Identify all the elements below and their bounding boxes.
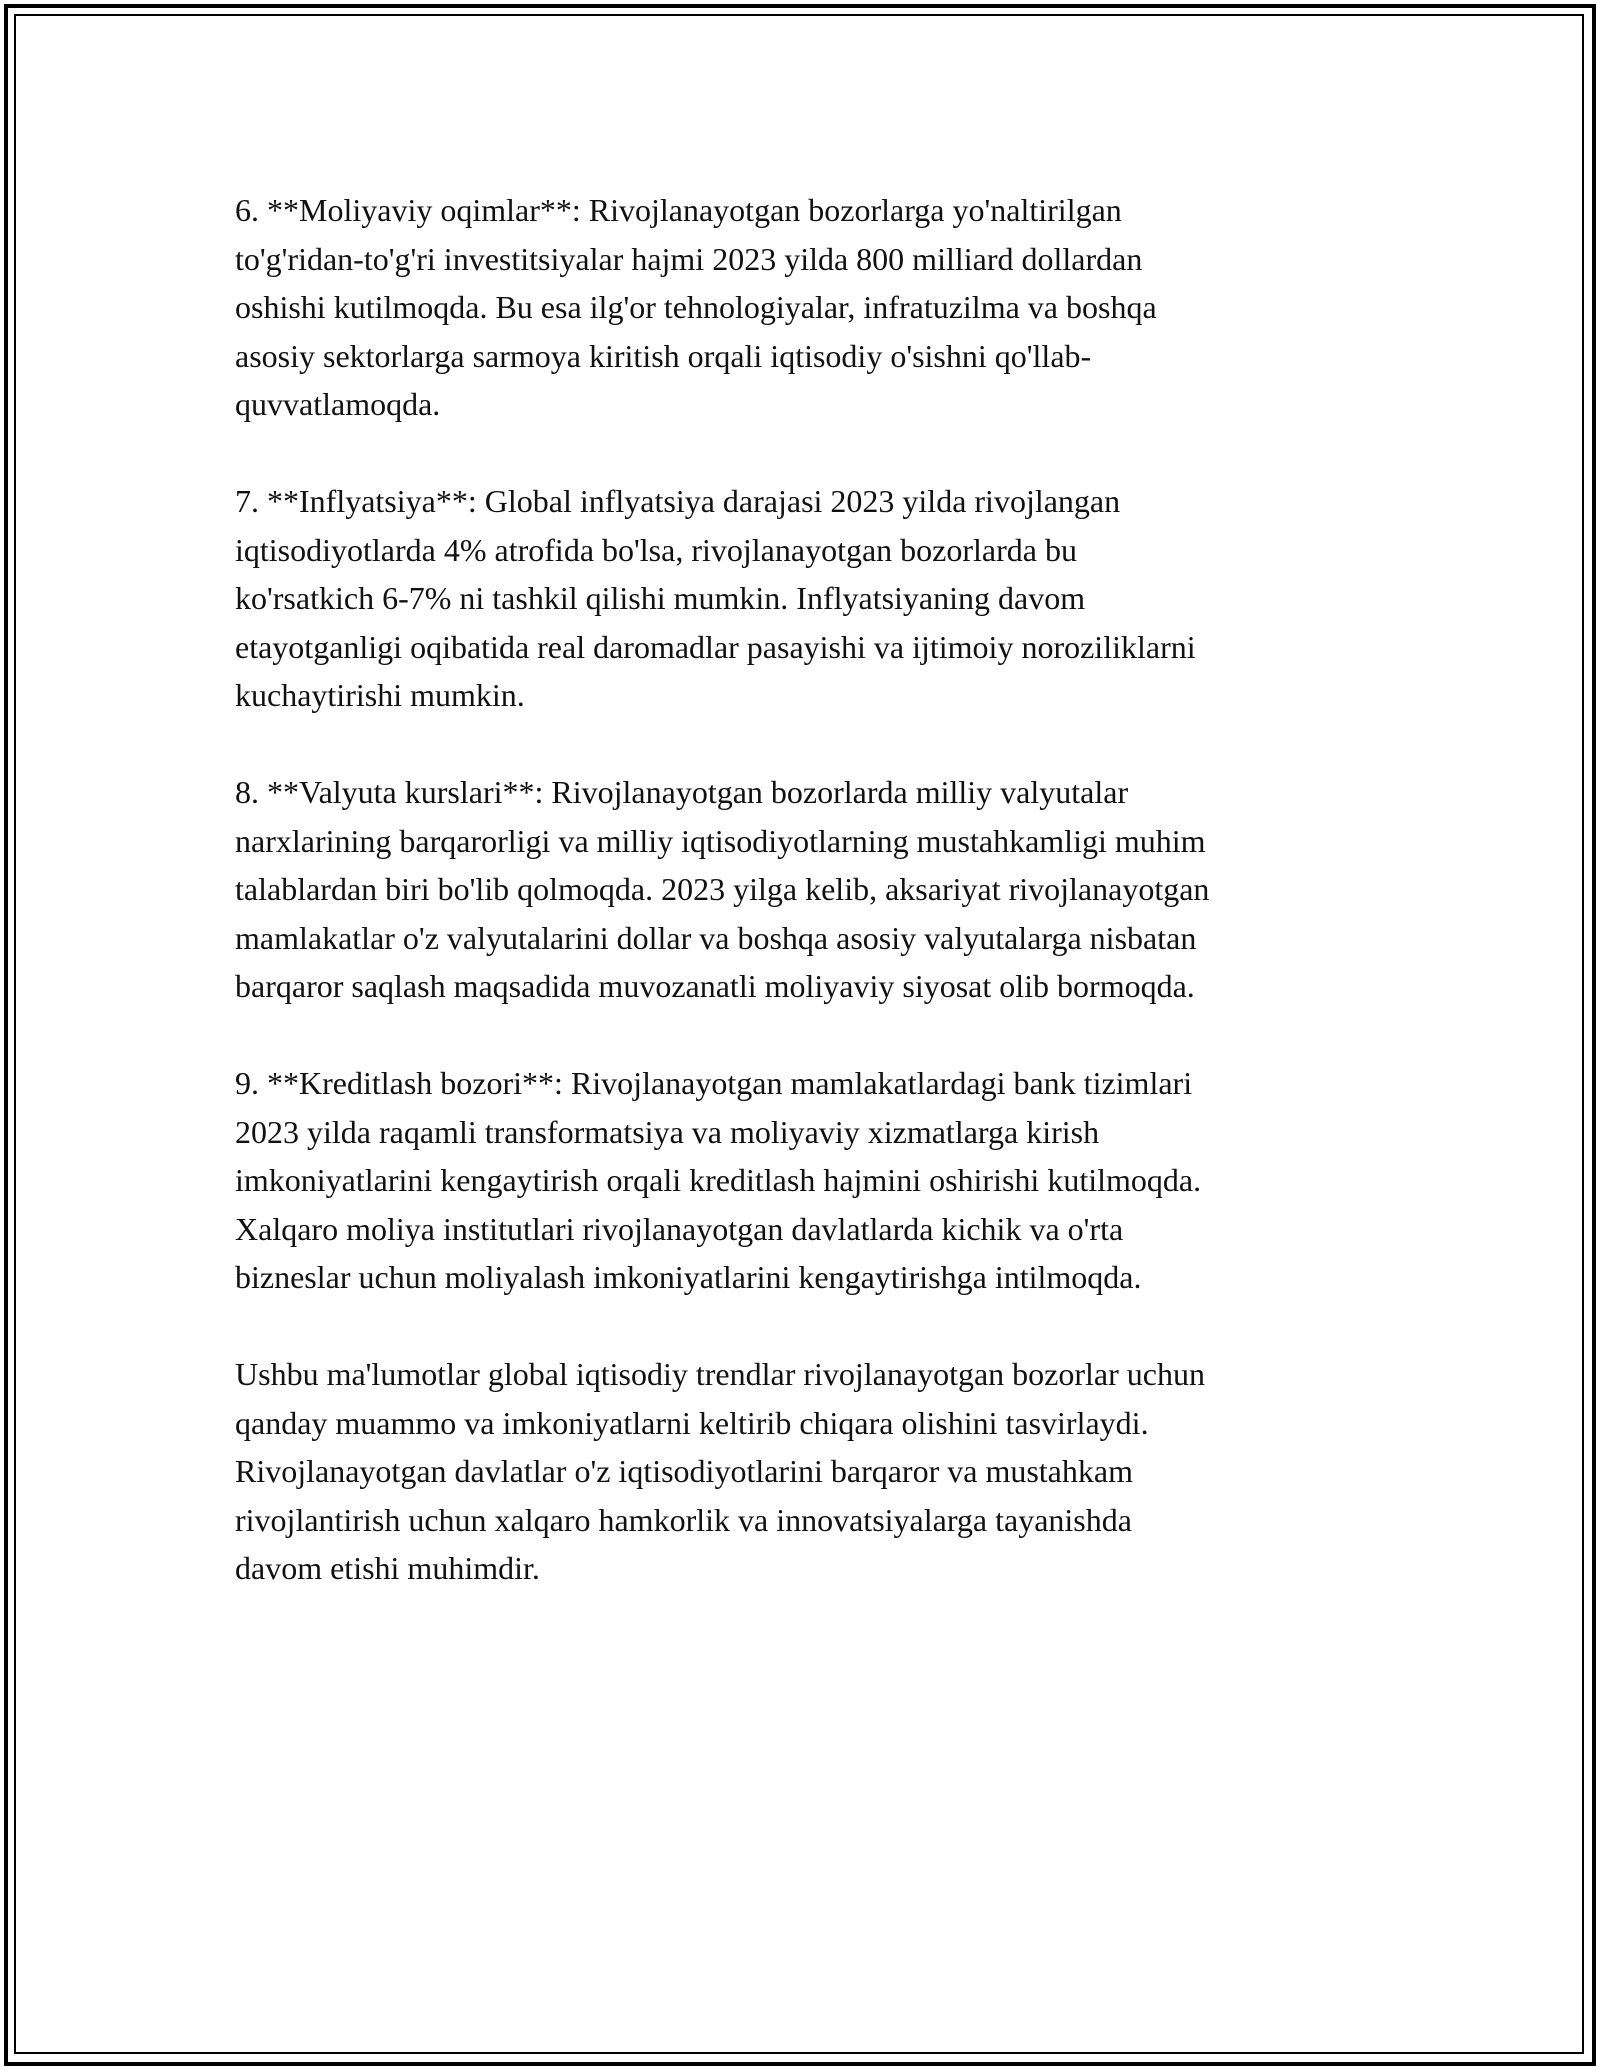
document-body [235,186,1365,1641]
paragraph-moliyaviy-oqimlar: 6. **Moliyaviy oqimlar**: Rivojlanayotgan bozorlarga yo'naltirilgan to'g'ridan-to'g'ri investitsiyalar hajmi 2023 yilda 800 milliard dollardan oshishi kutilmoqda. Bu esa ilg'or tehnologiyalar, infratuzilma va boshqa asosiy sektorlarga sarmoya kiritish orqali iqtisodiy o'sishni qo'llab- quvvatlamoqda. [235,192,1157,422]
paragraph-kreditlash-bozori: 9. **Kreditlash bozori**: Rivojlanayotgan mamlakatlardagi bank tizimlari 2023 yilda raqamli transformatsiya va moliyaviy xizmatlarga kirish imkoniyatlarini kengaytirish orqali kreditlash hajmini oshirishi kutilmoqda. Xalqaro moliya institutlari rivojlanayotgan davlatlarda kichik va o'rta bizneslar uchun moliyalash imkoniyatlarini kengaytirishga intilmoqda. [235,1065,1202,1295]
paragraph-inflyatsiya: 7. **Inflyatsiya**: Global inflyatsiya darajasi 2023 yilda rivojlangan iqtisodiyotlarda 4% atrofida bo'lsa, rivojlanayotgan bozorlarda bu ko'rsatkich 6-7% ni tashkil qilishi mumkin. Inflyatsiyaning davom etayotganligi oqibatida real daromadlar pasayishi va ijtimoiy noroziliklarni kuchaytirishi mumkin. [235,483,1196,713]
paragraph-valyuta-kurslari: 8. **Valyuta kurslari**: Rivojlanayotgan bozorlarda milliy valyutalar narxlarining barqarorligi va milliy iqtisodiyotlarning mustahkamligi muhim talablardan biri bo'lib qolmoqda. 2023 yilga kelib, aksariyat rivojlanayotgan mamlakatlar o'z valyutalarini dollar va boshqa asosiy valyutalarga nisbatan barqaror saqlash maqsadida muvozanatli moliyaviy siyosat olib bormoqda. [235,774,1210,1004]
paragraph-conclusion: Ushbu ma'lumotlar global iqtisodiy trendlar rivojlanayotgan bozorlar uchun qanday muammo va imkoniyatlarni keltirib chiqara olishini tasvirlaydi. Rivojlanayotgan davlatlar o'z iqtisodiyotlarini barqaror va mustahkam rivojlantirish uchun xalqaro hamkorlik va innovatsiyalarga tayanishda davom etishi muhimdir. [235,1356,1205,1586]
